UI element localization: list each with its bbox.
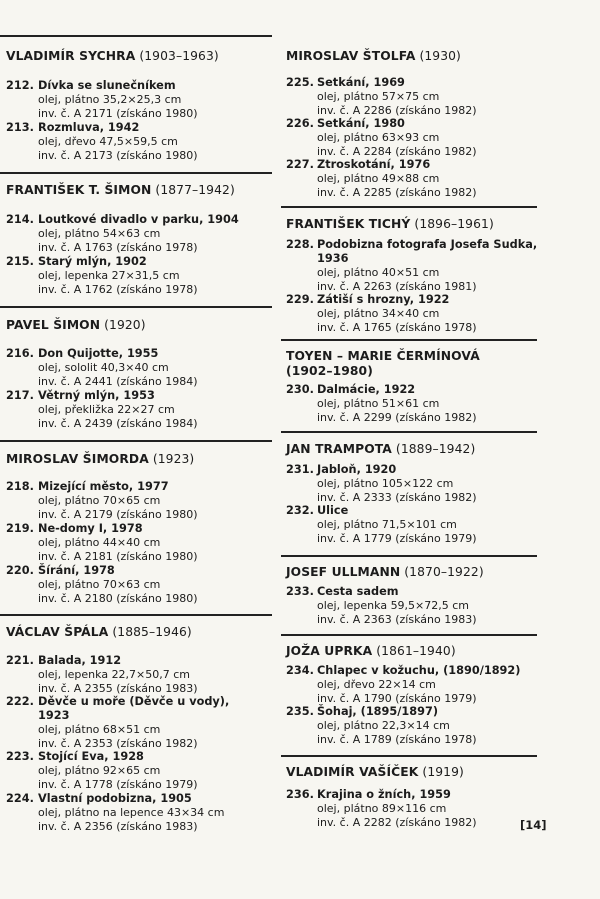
artist-heading — [286, 216, 494, 232]
artist-heading — [286, 348, 480, 364]
artwork-title: Šírání, 1978 — [38, 564, 115, 577]
section-divider — [281, 755, 537, 757]
artwork-medium: olej, plátno 44×40 cm — [38, 536, 161, 549]
artwork-medium: olej, plátno 57×75 cm — [317, 90, 440, 103]
catalog-number: 222. — [6, 695, 34, 708]
artist-dates: (1889–1942) — [395, 442, 476, 456]
artist-dates: (1920) — [104, 318, 146, 332]
artist-heading — [6, 624, 192, 640]
artwork-medium: olej, lepenka 59,5×72,5 cm — [317, 599, 470, 612]
artwork-medium: olej, dřevo 47,5×59,5 cm — [38, 135, 178, 148]
artwork-title: Setkání, 1969 — [317, 76, 405, 89]
artwork-medium: olej, plátno 89×116 cm — [317, 802, 447, 815]
artwork-title: Cesta sadem — [317, 585, 399, 598]
artwork-inventory: inv. č. A 2179 (získáno 1980) — [38, 508, 198, 521]
section-divider — [281, 555, 537, 557]
artwork-inventory: inv. č. A 2180 (získáno 1980) — [38, 592, 198, 605]
section-divider — [281, 431, 537, 433]
artwork-title: Mizející město, 1977 — [38, 480, 169, 493]
artist-dates — [286, 363, 373, 379]
artwork-title: Jabloň, 1920 — [317, 463, 397, 476]
artwork-title: Dalmácie, 1922 — [317, 383, 416, 396]
artwork-medium: olej, lepenka 27×31,5 cm — [38, 269, 180, 282]
artist-dates: (1861–1940) — [376, 644, 456, 658]
artwork-title: Vlastní podobizna, 1905 — [38, 792, 192, 805]
artwork-title: Podobizna fotografa Josefa Sudka, — [317, 238, 538, 251]
artwork-medium: olej, plátno 92×65 cm — [38, 764, 161, 777]
catalog-number: 219. — [6, 522, 34, 535]
artist-name: MIROSLAV ŠIMORDA — [6, 452, 149, 466]
catalog-number: 231. — [286, 463, 314, 476]
catalog-number: 229. — [286, 293, 314, 306]
artwork-title: Děvče u moře (Děvče u vody), — [38, 695, 230, 708]
artwork-medium: olej, plátno 54×63 cm — [38, 227, 161, 240]
artist-dates: (1919) — [422, 765, 464, 779]
catalog-number: 220. — [6, 564, 34, 577]
artwork-inventory: inv. č. A 1762 (získáno 1978) — [38, 283, 198, 296]
page-number: [14] — [520, 818, 547, 832]
artwork-inventory: inv. č. A 2286 (získáno 1982) — [317, 104, 477, 117]
catalog-number: 213. — [6, 121, 34, 134]
catalog-number: 225. — [286, 76, 314, 89]
artwork-title: Loutkové divadlo v parku, 1904 — [38, 213, 239, 226]
artwork-title-continued: 1923 — [38, 709, 70, 722]
artist-name: TOYEN – MARIE ČERMÍNOVÁ — [286, 349, 480, 363]
artist-name: PAVEL ŠIMON — [6, 318, 101, 332]
catalog-number: 236. — [286, 788, 314, 801]
catalog-number: 224. — [6, 792, 34, 805]
artist-dates: (1923) — [152, 452, 195, 466]
catalog-number: 212. — [6, 79, 34, 92]
section-divider — [0, 440, 272, 442]
artwork-title: Dívka se slunečníkem — [38, 79, 176, 92]
catalog-number: 214. — [6, 213, 34, 226]
artist-dates: (1885–1946) — [112, 625, 192, 639]
artwork-medium: olej, sololit 40,3×40 cm — [38, 361, 169, 374]
artwork-inventory: inv. č. A 2285 (získáno 1982) — [317, 186, 477, 199]
artwork-inventory: inv. č. A 1790 (získáno 1979) — [317, 692, 477, 705]
artwork-title: Balada, 1912 — [38, 654, 122, 667]
section-divider — [281, 206, 537, 208]
section-divider — [281, 634, 537, 636]
artwork-medium: olej, plátno na lepence 43×34 cm — [38, 806, 225, 819]
artwork-title: Zátiší s hrozny, 1922 — [317, 293, 450, 306]
artwork-inventory: inv. č. A 2363 (získáno 1983) — [317, 613, 477, 626]
artwork-medium: olej, lepenka 22,7×50,7 cm — [38, 668, 191, 681]
section-divider — [0, 306, 272, 308]
artist-name: VLADIMÍR SYCHRA — [6, 49, 136, 63]
artwork-medium: olej, plátno 63×93 cm — [317, 131, 440, 144]
artist-heading — [286, 48, 461, 64]
artwork-medium: olej, plátno 105×122 cm — [317, 477, 454, 490]
artwork-inventory: inv. č. A 2439 (získáno 1984) — [38, 417, 198, 430]
artist-name: FRANTIŠEK TICHÝ — [286, 217, 411, 231]
artwork-inventory: inv. č. A 2299 (získáno 1982) — [317, 411, 477, 424]
catalog-number: 218. — [6, 480, 34, 493]
artist-name: VÁCLAV ŠPÁLA — [6, 625, 109, 639]
artist-heading — [286, 441, 475, 457]
artwork-title: Krajina o žních, 1959 — [317, 788, 451, 801]
catalog-number: 234. — [286, 664, 314, 677]
artwork-inventory: inv. č. A 2356 (získáno 1983) — [38, 820, 198, 833]
artwork-medium: olej, plátno 71,5×101 cm — [317, 518, 457, 531]
artist-heading — [286, 564, 484, 580]
artwork-inventory: inv. č. A 2282 (získáno 1982) — [317, 816, 477, 829]
catalog-number: 233. — [286, 585, 314, 598]
artwork-inventory: inv. č. A 2263 (získáno 1981) — [317, 280, 477, 293]
artist-dates: (1896–1961) — [414, 217, 494, 231]
artwork-inventory: inv. č. A 1779 (získáno 1979) — [317, 532, 477, 545]
artist-dates-text: (1902–1980) — [286, 364, 373, 378]
artist-dates: (1870–1922) — [404, 565, 484, 579]
artist-name: JOSEF ULLMANN — [286, 565, 401, 579]
artwork-title: Šohaj, (1895/1897) — [317, 705, 438, 718]
artwork-title: Setkání, 1980 — [317, 117, 405, 130]
catalog-number: 217. — [6, 389, 34, 402]
artwork-inventory: inv. č. A 2355 (získáno 1983) — [38, 682, 198, 695]
artwork-medium: olej, plátno 70×63 cm — [38, 578, 161, 591]
catalog-number: 235. — [286, 705, 314, 718]
catalog-number: 226. — [286, 117, 314, 130]
artwork-medium: olej, plátno 35,2×25,3 cm — [38, 93, 182, 106]
artwork-medium: olej, překližka 22×27 cm — [38, 403, 175, 416]
artist-heading — [6, 317, 146, 333]
artwork-title: Ztroskotání, 1976 — [317, 158, 431, 171]
artwork-inventory: inv. č. A 2171 (získáno 1980) — [38, 107, 198, 120]
artwork-inventory: inv. č. A 1789 (získáno 1978) — [317, 733, 477, 746]
artwork-inventory: inv. č. A 2284 (získáno 1982) — [317, 145, 477, 158]
catalog-number: 221. — [6, 654, 34, 667]
artwork-title: Chlapec v kožuchu, (1890/1892) — [317, 664, 521, 677]
artist-dates: (1903–1963) — [139, 49, 219, 63]
artwork-inventory: inv. č. A 2333 (získáno 1982) — [317, 491, 477, 504]
artwork-medium: olej, plátno 34×40 cm — [317, 307, 440, 320]
artwork-title: Starý mlýn, 1902 — [38, 255, 147, 268]
catalog-number: 215. — [6, 255, 34, 268]
artwork-inventory: inv. č. A 2353 (získáno 1982) — [38, 737, 198, 750]
artist-name: FRANTIŠEK T. ŠIMON — [6, 183, 152, 197]
artwork-title: Stojící Eva, 1928 — [38, 750, 144, 763]
artist-heading — [6, 48, 219, 64]
artwork-title: Don Quijotte, 1955 — [38, 347, 159, 360]
artwork-inventory: inv. č. A 2181 (získáno 1980) — [38, 550, 198, 563]
catalog-number: 228. — [286, 238, 314, 251]
section-divider — [0, 35, 272, 37]
artwork-medium: olej, plátno 51×61 cm — [317, 397, 440, 410]
artwork-title: Větrný mlýn, 1953 — [38, 389, 155, 402]
catalog-number: 227. — [286, 158, 314, 171]
artist-heading — [6, 451, 194, 467]
artwork-medium: olej, dřevo 22×14 cm — [317, 678, 436, 691]
artwork-title-continued: 1936 — [317, 252, 349, 265]
section-divider — [0, 614, 272, 616]
artwork-inventory: inv. č. A 1765 (získáno 1978) — [317, 321, 477, 334]
artwork-inventory: inv. č. A 1763 (získáno 1978) — [38, 241, 198, 254]
section-divider — [0, 172, 272, 174]
catalog-number: 230. — [286, 383, 314, 396]
artwork-medium: olej, plátno 49×88 cm — [317, 172, 440, 185]
artist-name: JAN TRAMPOTA — [286, 442, 392, 456]
artwork-medium: olej, plátno 22,3×14 cm — [317, 719, 450, 732]
artwork-medium: olej, plátno 70×65 cm — [38, 494, 161, 507]
artist-heading — [286, 643, 456, 659]
artwork-title: Ulice — [317, 504, 349, 517]
catalog-number: 216. — [6, 347, 34, 360]
artwork-medium: olej, plátno 68×51 cm — [38, 723, 161, 736]
artwork-title: Rozmluva, 1942 — [38, 121, 140, 134]
artwork-inventory: inv. č. A 2173 (získáno 1980) — [38, 149, 198, 162]
catalog-number: 223. — [6, 750, 34, 763]
section-divider — [281, 339, 537, 341]
artist-name: JOŽA UPRKA — [286, 644, 373, 658]
artwork-medium: olej, plátno 40×51 cm — [317, 266, 440, 279]
artist-heading — [6, 182, 235, 198]
artist-dates: (1930) — [419, 49, 461, 63]
artwork-inventory: inv. č. A 2441 (získáno 1984) — [38, 375, 198, 388]
artwork-title: Ne-domy I, 1978 — [38, 522, 143, 535]
artist-heading — [286, 764, 464, 780]
artist-dates: (1877–1942) — [155, 183, 235, 197]
artist-name: MIROSLAV ŠTOLFA — [286, 49, 416, 63]
artwork-inventory: inv. č. A 1778 (získáno 1979) — [38, 778, 198, 791]
artist-name: VLADIMÍR VAŠÍČEK — [286, 765, 419, 779]
catalog-number: 232. — [286, 504, 314, 517]
